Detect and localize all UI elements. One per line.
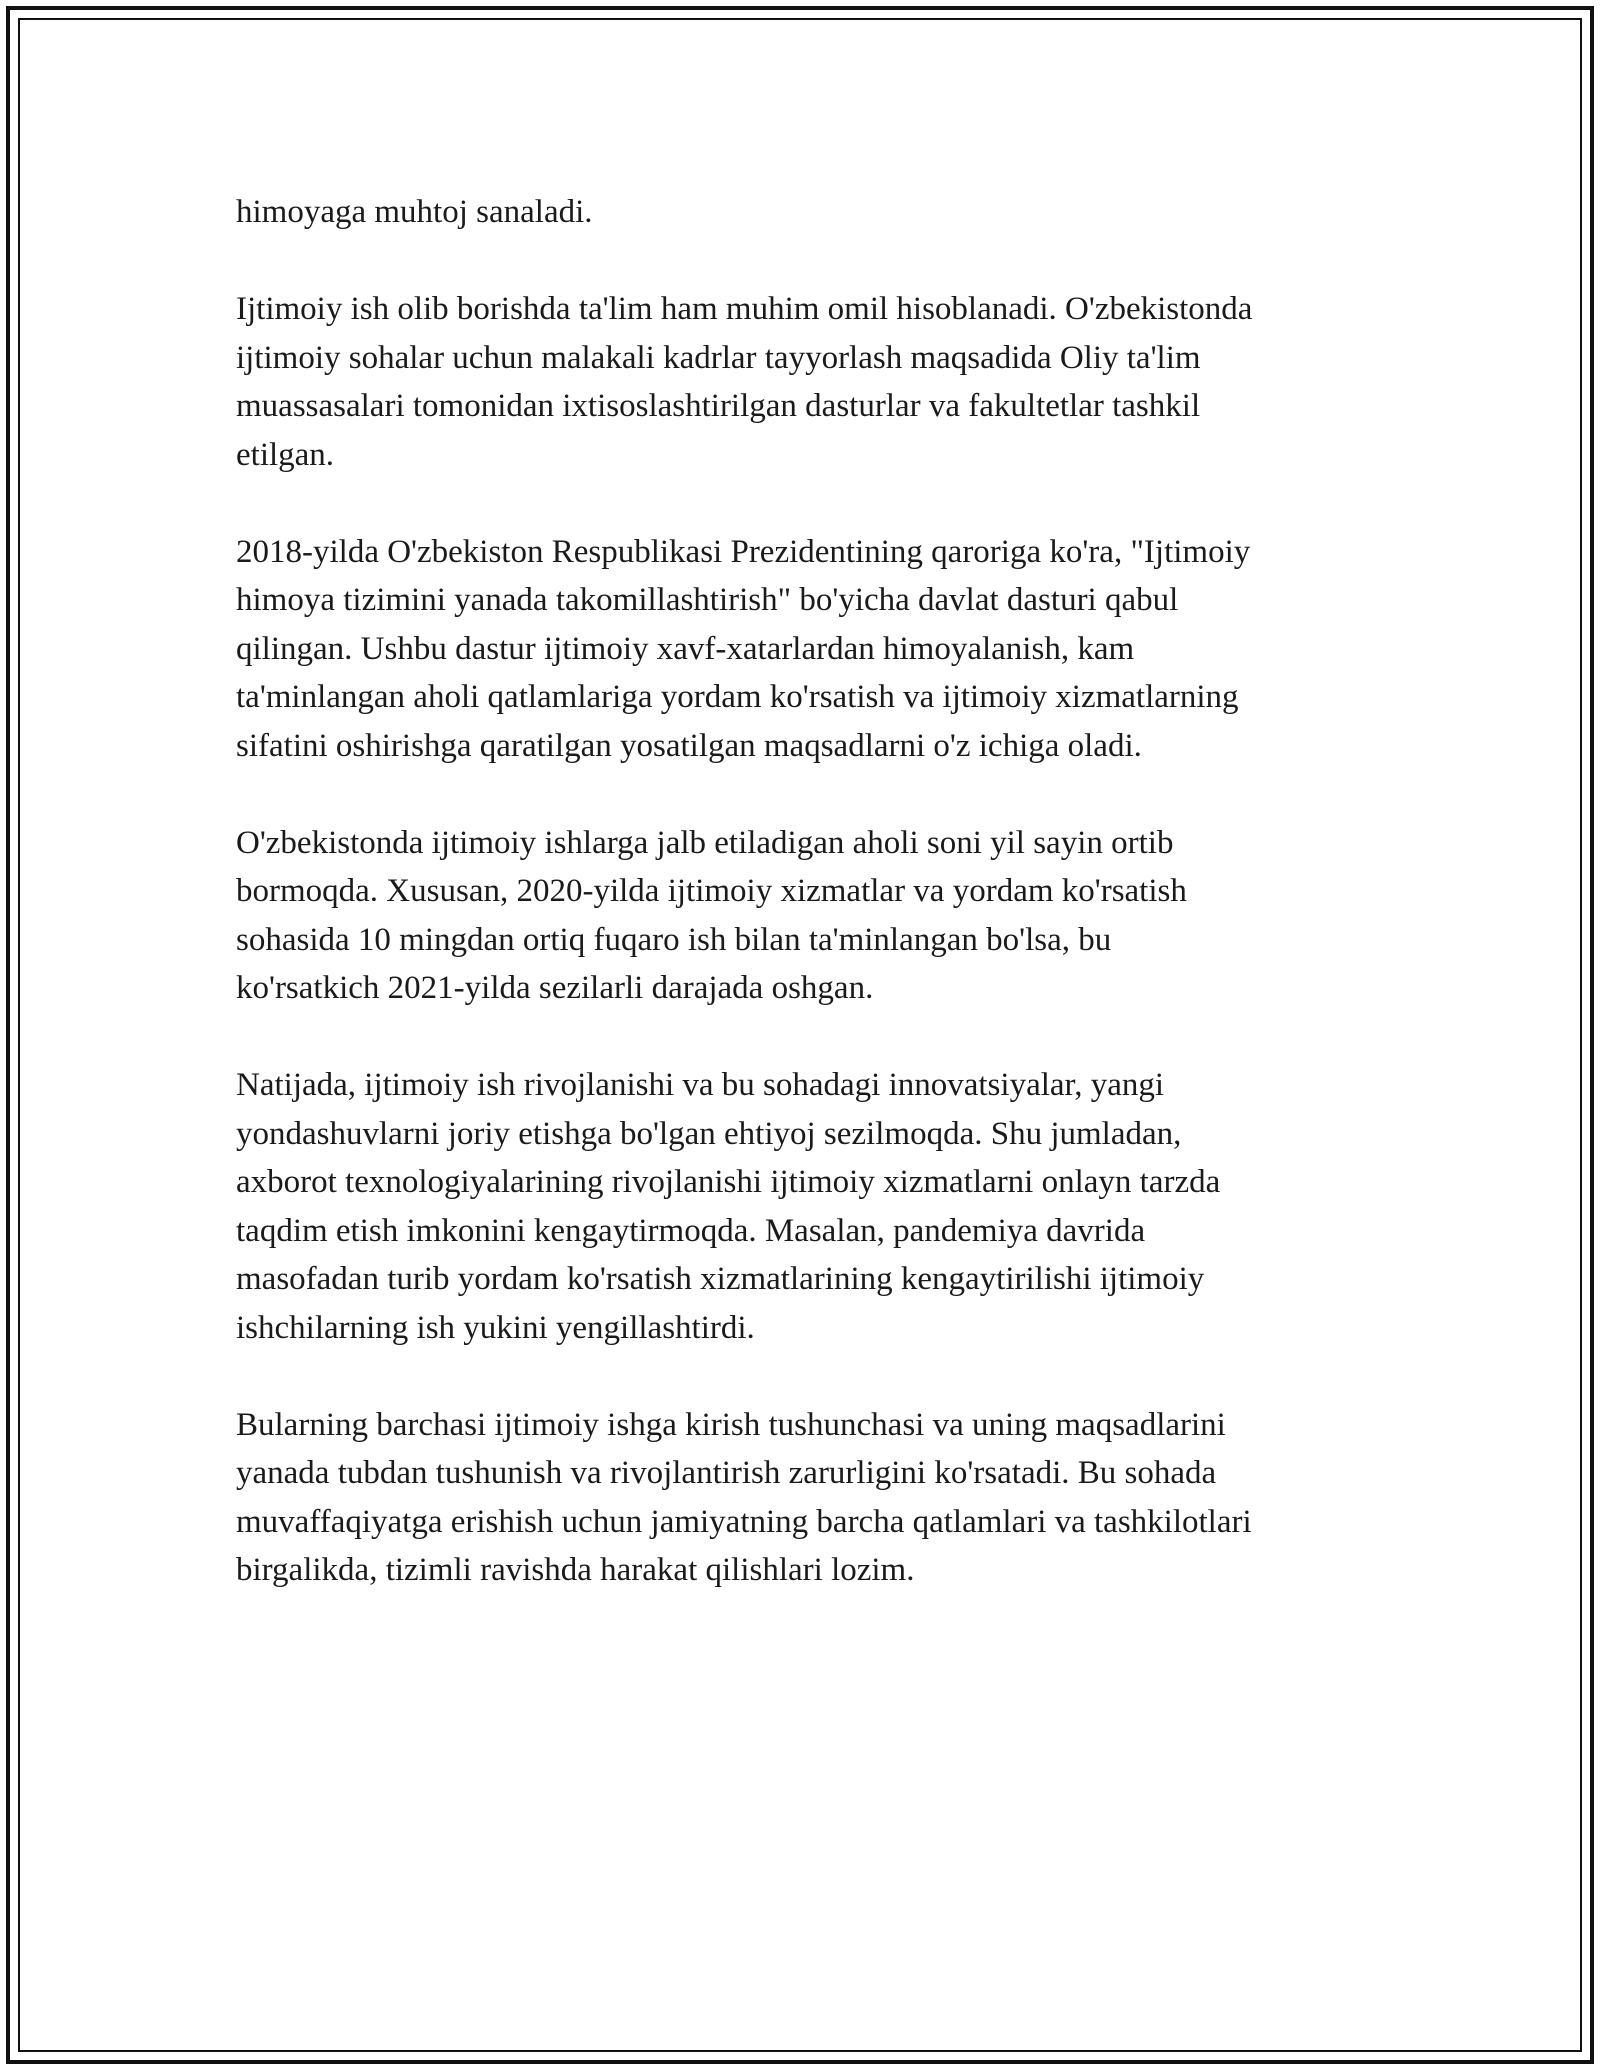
paragraph-5: Natijada, ijtimoiy ish rivojlanishi va bu sohadagi innovatsiyalar, yangi yondashuvlarni joriy etishga bo'lgan ehtiyoj sezilmoqda. Shu jumladan, axborot texnologiyalarining rivojlanishi ijtimoiy xizmatlarni onlayn tarzda taqdim etish imkonini kengaytirmoqda. Masalan, pandemiya davrida masofadan turib yordam ko'rsatish xizmatlarining kengaytirilishi ijtimoiy ishchilarning ish yukini yengillashtirdi.: [236, 1067, 1221, 1346]
document-body: [236, 188, 1376, 1643]
paragraph-2: Ijtimoiy ish olib borishda ta'lim ham muhim omil hisoblanadi. O'zbekistonda ijtimoiy sohalar uchun malakali kadrlar tayyorlash maqsadida Oliy ta'lim muassasalari tomonidan ixtisoslashtirilgan dasturlar va fakultetlar tashkil etilgan.: [236, 291, 1253, 473]
paragraph-1: himoyaga muhtoj sanaladi.: [236, 194, 593, 230]
paragraph-6: Bularning barchasi ijtimoiy ishga kirish tushunchasi va uning maqsadlarini yanada tubdan tushunish va rivojlantirish zarurligini ko'rsatadi. Bu sohada muvaffaqiyatga erishish uchun jamiyatning barcha qatlamlari va tashkilotlari birgalikda, tizimli ravishda harakat qilishlari lozim.: [236, 1406, 1252, 1588]
paragraph-3: 2018-yilda O'zbekiston Respublikasi Prezidentining qaroriga ko'ra, "Ijtimoiy himoya tizimini yanada takomillashtirish" bo'yicha davlat dasturi qabul qilingan. Ushbu dastur ijtimoiy xavf-xatarlardan himoyalanish, kam ta'minlangan aholi qatlamlariga yordam ko'rsatish va ijtimoiy xizmatlarning sifatini oshirishga qaratilgan yosatilgan maqsadlarni o'z ichiga oladi.: [236, 533, 1251, 764]
paragraph-4: O'zbekistonda ijtimoiy ishlarga jalb etiladigan aholi soni yil sayin ortib bormoqda. Xususan, 2020-yilda ijtimoiy xizmatlar va yordam ko'rsatish sohasida 10 mingdan ortiq fuqaro ish bilan ta'minlangan bo'lsa, bu ko'rsatkich 2021-yilda sezilarli darajada oshgan.: [236, 824, 1187, 1006]
